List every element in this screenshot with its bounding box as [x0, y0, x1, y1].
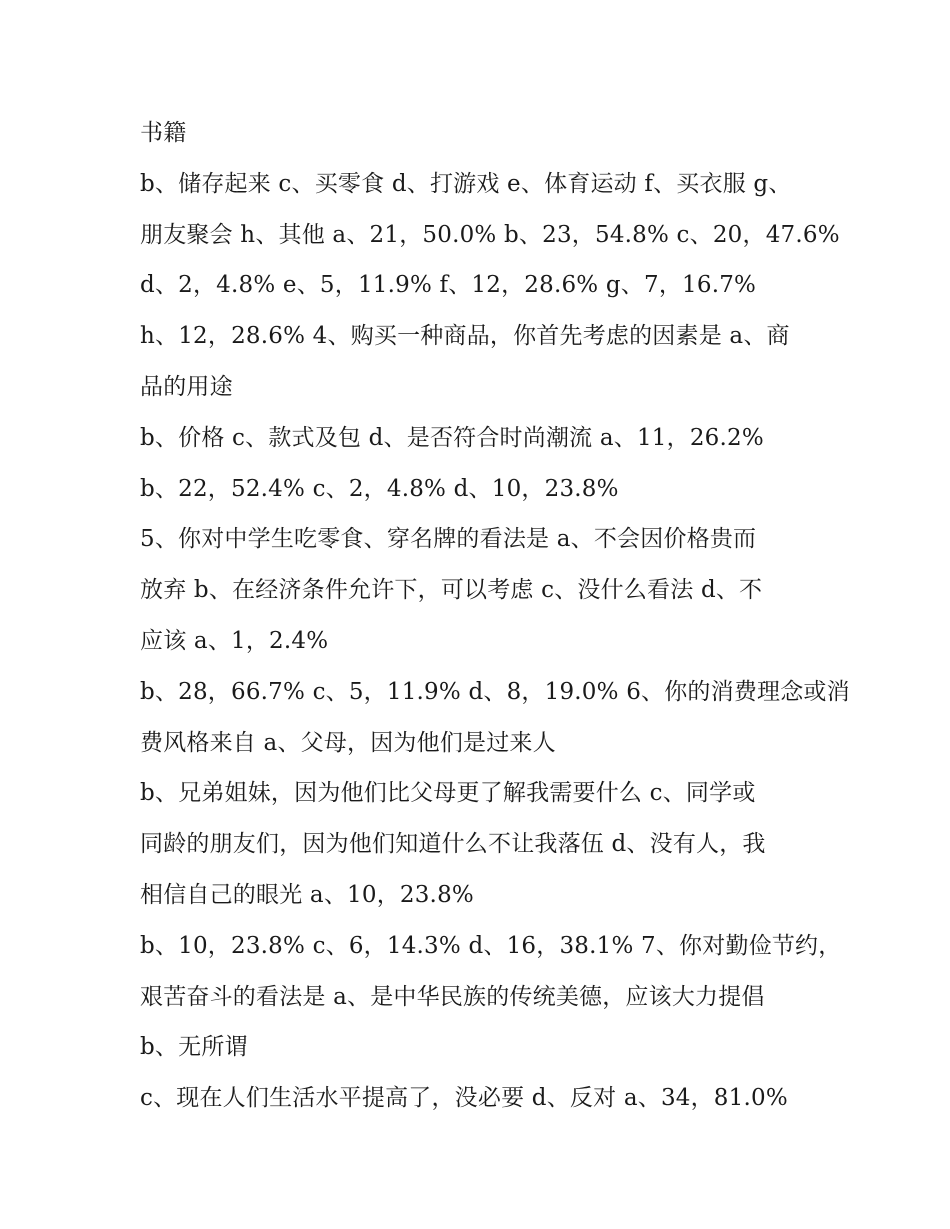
document-body: [140, 108, 850, 1124]
text-line: 书籍: [140, 120, 187, 146]
text-line: 艰苦奋斗的看法是 a、是中华民族的传统美德，应该大力提倡: [140, 983, 765, 1010]
text-line: b、价格 c、款式及包 d、是否符合时尚潮流 a、11，26.2%: [140, 424, 764, 451]
text-line: 同龄的朋友们，因为他们知道什么不让我落伍 d、没有人，我: [140, 831, 766, 858]
text-line: d、2，4.8% e、5，11.9% f、12，28.6% g、7，16.7%: [140, 272, 757, 299]
text-line: 品的用途: [140, 373, 233, 400]
text-line: b、兄弟姐妹，因为他们比父母更了解我需要什么 c、同学或: [140, 780, 756, 807]
text-line: 5、你对中学生吃零食、穿名牌的看法是 a、不会因价格贵而: [140, 526, 757, 553]
text-line: b、10，23.8% c、6，14.3% d、16，38.1% 7、你对勤俭节约，: [140, 932, 842, 959]
text-line: b、22，52.4% c、2，4.8% d、10，23.8%: [140, 475, 619, 502]
text-line: b、储存起来 c、买零食 d、打游戏 e、体育运动 f、买衣服 g、: [140, 170, 792, 197]
text-line: h、12，28.6% 4、购买一种商品，你首先考虑的因素是 a、商: [140, 323, 790, 350]
text-line: 朋友聚会 h、其他 a、21，50.0% b、23，54.8% c、20，47.6%: [140, 221, 840, 248]
text-line: 相信自己的眼光 a、10，23.8%: [140, 881, 474, 908]
text-line: 费风格来自 a、父母，因为他们是过来人: [140, 729, 556, 756]
text-line: 放弃 b、在经济条件允许下，可以考虑 c、没什么看法 d、不: [140, 577, 763, 604]
text-line: c、现在人们生活水平提高了，没必要 d、反对 a、34，81.0%: [140, 1085, 788, 1112]
text-line: b、无所谓: [140, 1034, 248, 1061]
text-line: 应该 a、1，2.4%: [140, 627, 329, 654]
text-line: b、28，66.7% c、5，11.9% d、8，19.0% 6、你的消费理念或消: [140, 678, 850, 705]
